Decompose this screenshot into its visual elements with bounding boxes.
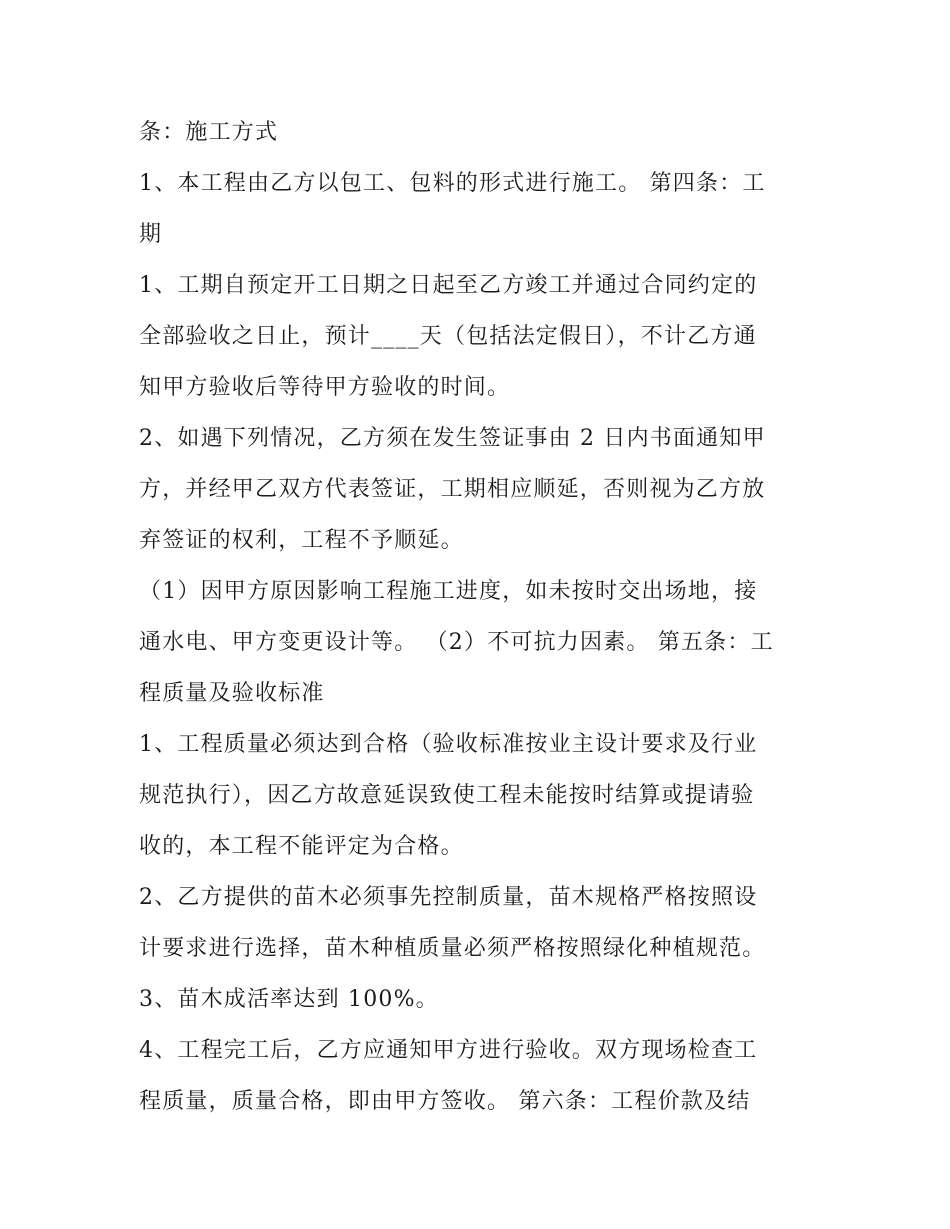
text-line: 知甲方验收后等待甲方验收的时间。 xyxy=(139,375,511,400)
text-line: 通水电、甲方变更设计等。 （2）不可抗力因素。 第五条：工 xyxy=(139,630,774,655)
text-line: 1、工期自预定开工日期之日起至乙方竣工并通过合同约定的 xyxy=(139,273,758,298)
text-line: 程质量及验收标准 xyxy=(139,681,325,706)
text-line: 期 xyxy=(139,222,163,247)
text-line: 规范执行），因乙方故意延误致使工程未能按时结算或提请验 xyxy=(139,783,755,808)
text-line: 3、苗木成活率达到 100%。 xyxy=(139,987,439,1012)
text-line: 程质量，质量合格，即由甲方签收。 第六条：工程价款及结 xyxy=(139,1089,751,1114)
text-line: 方，并经甲乙双方代表签证，工期相应顺延，否则视为乙方放 xyxy=(139,477,766,502)
text-line: 2、乙方提供的苗木必须事先控制质量，苗木规格严格按照设 xyxy=(139,885,758,910)
text-line: 4、工程完工后，乙方应通知甲方进行验收。双方现场检查工 xyxy=(139,1038,758,1063)
text-line: 收的，本工程不能评定为合格。 xyxy=(139,834,464,859)
text-line: 1、本工程由乙方以包工、包料的形式进行施工。 第四条：工 xyxy=(139,171,766,196)
text-line: 条：施工方式 xyxy=(139,120,279,145)
text-line: 计要求进行选择，苗木种植质量必须严格按照绿化种植规范。 xyxy=(139,936,766,961)
text-line: 1、工程质量必须达到合格（验收标准按业主设计要求及行业 xyxy=(139,732,758,757)
text-line: （1）因甲方原因影响工程施工进度，如未按时交出场地，接 xyxy=(139,579,758,604)
contract-text-body xyxy=(139,107,839,1127)
text-line: 2、如遇下列情况，乙方须在发生签证事由 2 日内书面通知甲 xyxy=(139,426,766,451)
text-line: 全部验收之日止，预计____天（包括法定假日），不计乙方通 xyxy=(139,324,757,349)
text-line: 弃签证的权利，工程不予顺延。 xyxy=(139,528,464,553)
